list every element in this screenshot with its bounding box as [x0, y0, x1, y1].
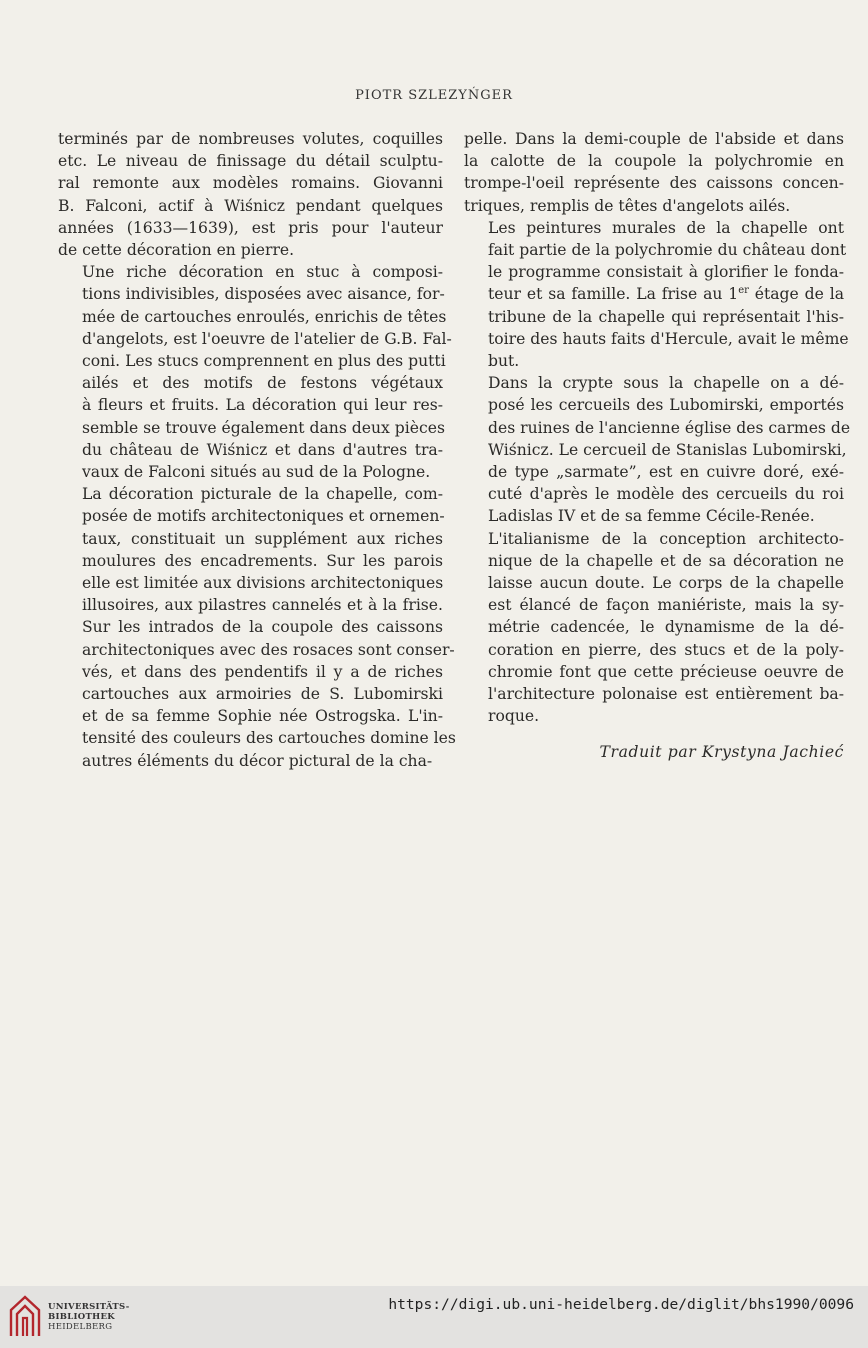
text-line: tribune de la chapelle qui représentait l'his-	[488, 307, 844, 326]
text-line: d'angelots, est l'oeuvre de l'atelier de G.B. Fal-	[82, 329, 452, 348]
text-line: trompe-l'oeil représente des caissons concen-	[464, 174, 844, 193]
text-line: pelle. Dans la demi-couple de l'abside et dans	[464, 130, 844, 148]
paragraph	[58, 261, 452, 483]
text-line: B. Falconi, actif à Wiśnicz pendant quelques	[58, 196, 443, 215]
text-line: vés, et dans des pendentifs il y a de riches	[82, 662, 443, 681]
text-line: et de sa femme Sophie née Ostrogska. L'in-	[82, 707, 443, 726]
text-line: but.	[488, 352, 520, 371]
text-line: cuté d'après le modèle des cercueils du roi	[488, 485, 844, 504]
paragraph	[58, 128, 443, 261]
text-line: Sur les intrados de la coupole des caissons	[82, 618, 443, 637]
translator-credit: Traduit par Krystyna Jachieć	[599, 743, 844, 762]
text-line: tions indivisibles, disposées avec aisance, for-	[82, 285, 445, 304]
right-column-paragraphs	[464, 128, 851, 727]
superscript: er	[738, 285, 749, 297]
text-line: métrie cadencée, le dynamisme de la dé-	[488, 618, 844, 637]
text-line: coration en pierre, des stucs et de la poly-	[488, 640, 844, 659]
text-line: est élancé de façon maniériste, mais la sy-	[488, 596, 844, 615]
text-line: nique de la chapelle et de sa décoration ne	[488, 551, 844, 570]
left-column	[58, 128, 456, 772]
text-line: La décoration picturale de la chapelle, com-	[82, 485, 443, 504]
paragraph	[58, 483, 456, 772]
text-line: coni. Les stucs comprennent en plus des putti	[82, 352, 446, 371]
text-line: toire des hauts faits d'Hercule, avait le même	[488, 329, 849, 348]
text-line: laisse aucun doute. Le corps de la chapelle	[488, 574, 844, 593]
text-line: années (1633—1639), est pris pour l'auteur	[58, 218, 443, 237]
text-line: des ruines de l'ancienne église des carmes de	[488, 418, 851, 437]
library-name-line1: UNIVERSITÄTS-	[48, 1302, 130, 1312]
text-line: Une riche décoration en stuc à composi-	[82, 263, 443, 282]
library-name-line3: HEIDELBERG	[48, 1322, 113, 1332]
text-line: tensité des couleurs des cartouches domine les	[82, 729, 456, 748]
text-line: posée de motifs architectoniques et ornemen-	[82, 507, 445, 526]
text-line: Dans la crypte sous la chapelle on a dé-	[488, 374, 844, 393]
text-line: posé les cercueils des Lubomirski, emportés	[488, 396, 844, 415]
text-line: etc. Le niveau de finissage du détail sculptu-	[58, 152, 443, 171]
text-line: le programme consistait à glorifier le fonda-	[488, 263, 844, 282]
paragraph	[464, 217, 849, 372]
text-line: l'architecture polonaise est entièrement ba-	[488, 685, 844, 704]
library-name-line2: BIBLIOTHEK	[48, 1312, 115, 1322]
text-line: du château de Wiśnicz et dans d'autres tra-	[82, 440, 443, 459]
text-line: elle est limitée aux divisions architectoniques	[82, 574, 444, 593]
right-column	[464, 128, 851, 764]
text-line: architectoniques avec des rosaces sont conser-	[82, 640, 455, 659]
text-line: fait partie de la polychromie du château dont	[488, 241, 847, 260]
text-line: ral remonte aux modèles romains. Giovanni	[58, 174, 443, 193]
library-logo-icon[interactable]	[8, 1294, 42, 1338]
text-line: triques, remplis de têtes d'angelots ailés.	[464, 196, 791, 215]
text-line: Wiśnicz. Le cercueil de Stanislas Lubomirski,	[488, 440, 847, 459]
text-line: terminés par de nombreuses volutes, coquilles	[58, 130, 443, 148]
text-line: Ladislas IV et de sa femme Cécile-Renée.	[488, 507, 815, 526]
text-line: à fleurs et fruits. La décoration qui leur res-	[82, 396, 443, 415]
text-line: chromie font que cette précieuse oeuvre de	[488, 662, 844, 681]
text-line: semble se trouve également dans deux pièces	[82, 418, 445, 437]
text-line: la calotte de la coupole la polychromie en	[464, 152, 844, 171]
text-line: mée de cartouches enroulés, enrichis de têtes	[82, 307, 447, 326]
permalink-url[interactable]: https://digi.ub.uni-heidelberg.de/diglit/bhs1990/0096	[388, 1296, 854, 1313]
text-line: Les peintures murales de la chapelle ont	[488, 218, 844, 237]
text-line: de type „sarmate”, est en cuivre doré, exé-	[488, 463, 844, 482]
text-line: L'italianisme de la conception architecto-	[488, 529, 844, 548]
paragraph	[464, 128, 844, 217]
running-title: PIOTR SZLEZYŃGER	[355, 88, 513, 103]
text-line: vaux de Falconi situés au sud de la Pologne.	[82, 463, 431, 482]
library-name[interactable]	[48, 1302, 130, 1332]
text-line: cartouches aux armoiries de S. Lubomirski	[82, 685, 443, 704]
paragraph	[464, 372, 851, 527]
paragraph	[464, 528, 844, 728]
text-line: moulures des encadrements. Sur les parois	[82, 551, 443, 570]
text-line: teur et sa famille. La frise au 1er étage de la	[488, 285, 844, 304]
text-line: de cette décoration en pierre.	[58, 241, 295, 260]
text-line: roque.	[488, 707, 540, 726]
text-line: autres éléments du décor pictural de la cha-	[82, 751, 433, 770]
text-line: ailés et des motifs de festons végétaux	[82, 374, 443, 393]
text-line: illusoires, aux pilastres cannelés et à la frise.	[82, 596, 443, 615]
text-line: taux, constituait un supplément aux riches	[82, 529, 443, 548]
